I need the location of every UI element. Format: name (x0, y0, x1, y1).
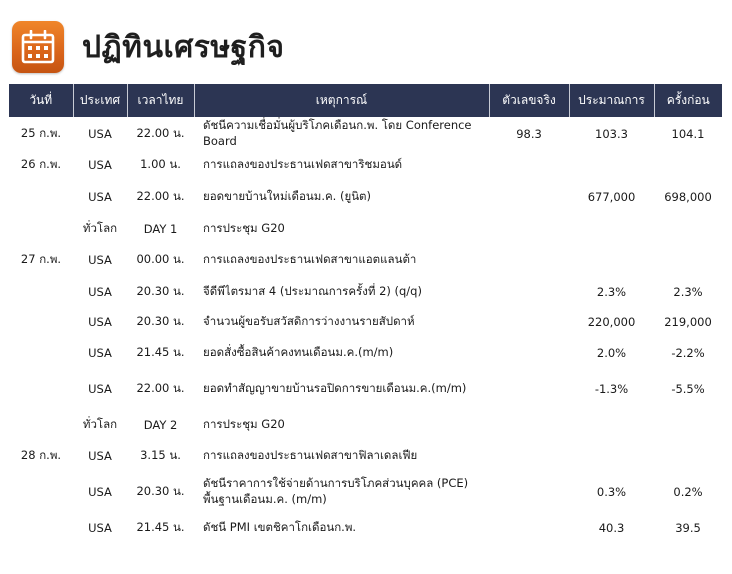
cell-country: ทั่วโลก (82, 221, 118, 235)
page-header (12, 18, 284, 76)
cell-event: ดัชนี PMI เขตชิคาโกเดือนก.พ. (203, 520, 357, 535)
cell-previous (654, 410, 722, 440)
cell-actual (489, 276, 569, 307)
cell-actual (489, 180, 569, 214)
cell-actual (489, 214, 569, 244)
cell-date (9, 307, 73, 337)
calendar-icon (12, 21, 64, 73)
cell-previous (654, 150, 722, 180)
table-row (9, 307, 722, 337)
cell-time: 20.30 น. (136, 314, 185, 328)
cell-actual (489, 472, 569, 512)
cell-time: 21.45 น. (136, 520, 185, 534)
cell-country: USA (88, 485, 112, 499)
cell-previous (654, 214, 722, 244)
cell-time: 22.00 น. (136, 381, 185, 395)
cell-event: การประชุม G20 (203, 417, 285, 432)
cell-country: USA (88, 382, 112, 396)
cell-forecast (569, 214, 654, 244)
column-header-forecast: ประมาณการ (569, 84, 654, 117)
cell-previous: 104.1 (671, 126, 705, 141)
cell-time: 22.00 น. (136, 189, 185, 203)
cell-event: การประชุม G20 (203, 221, 285, 236)
cell-actual (489, 368, 569, 410)
cell-country: USA (88, 449, 112, 463)
cell-country: USA (88, 190, 112, 204)
cell-event: จีดีพีไตรมาส 4 (ประมาณการครั้งที่ 2) (q/q) (203, 283, 422, 298)
cell-forecast (569, 150, 654, 180)
cell-forecast (569, 410, 654, 440)
cell-time: 20.30 น. (136, 484, 185, 498)
table-row (9, 472, 722, 512)
cell-country: USA (88, 521, 112, 535)
column-header-event: เหตุการณ์ (194, 84, 489, 117)
cell-time: 21.45 น. (136, 344, 185, 359)
cell-date: 25 ก.พ. (20, 125, 62, 140)
cell-time: 1.00 น. (140, 157, 181, 171)
economic-calendar-table (9, 84, 722, 544)
cell-date (9, 410, 73, 440)
cell-previous: 0.2% (673, 485, 703, 499)
cell-date (9, 180, 73, 214)
cell-event: ดัชนีความเชื่อมั่นผู้บริโภคเดือนก.พ. โดย Conference Board (203, 117, 472, 148)
cell-date: 28 ก.พ. (20, 448, 62, 462)
table-row (9, 214, 722, 244)
cell-event: การแถลงของประธานเฟดสาขาแอตแลนต้า (203, 252, 417, 267)
cell-date (9, 512, 73, 544)
cell-actual (489, 440, 569, 472)
cell-actual (489, 244, 569, 276)
column-header-previous: ครั้งก่อน (666, 93, 710, 107)
cell-forecast (569, 244, 654, 276)
cell-date: 27 ก.พ. (20, 252, 62, 266)
cell-country: USA (88, 158, 112, 172)
cell-forecast: 0.3% (596, 485, 627, 499)
cell-time: 20.30 น. (136, 283, 185, 298)
cell-country: USA (88, 345, 112, 360)
cell-time: DAY 2 (143, 418, 178, 432)
cell-previous (654, 244, 722, 276)
cell-event: จำนวนผู้ขอรับสวัสดิการว่างงานรายสัปดาห์ (203, 314, 415, 329)
cell-event: ยอดทำสัญญาขายบ้านรอปิดการขายเดือนม.ค.(m/m) (203, 381, 467, 396)
cell-country: USA (88, 126, 112, 141)
cell-country: USA (88, 315, 112, 329)
cell-time: DAY 1 (143, 222, 178, 236)
cell-forecast: 2.3% (596, 284, 627, 299)
cell-forecast: 40.3 (598, 521, 625, 535)
table-row (9, 150, 722, 180)
table-row (9, 368, 722, 410)
cell-forecast: -1.3% (594, 382, 629, 396)
cell-country: ทั่วโลก (82, 417, 118, 431)
cell-country: USA (88, 284, 112, 299)
table-row (9, 512, 722, 544)
cell-date (9, 337, 73, 368)
cell-previous: 39.5 (675, 521, 701, 535)
cell-forecast (569, 440, 654, 472)
cell-country: USA (88, 253, 112, 267)
table-row (9, 410, 722, 440)
cell-date (9, 214, 73, 244)
table-row (9, 337, 722, 368)
cell-previous: 698,000 (664, 190, 712, 204)
column-header-time: เวลาไทย (127, 84, 194, 117)
cell-forecast: 2.0% (596, 345, 627, 360)
cell-previous (654, 440, 722, 472)
cell-previous: 2.3% (673, 284, 703, 299)
table-row (9, 276, 722, 307)
cell-previous: -2.2% (671, 345, 705, 360)
cell-event: ยอดขายบ้านใหม่เดือนม.ค. (ยูนิต) (203, 189, 372, 204)
cell-actual (489, 307, 569, 337)
cell-actual (489, 512, 569, 544)
cell-forecast: 677,000 (587, 190, 636, 204)
cell-date: 26 ก.พ. (20, 157, 62, 171)
column-header-date: วันที่ (9, 84, 73, 117)
cell-event: การแถลงของประธานเฟดสาขาฟิลาเดลเฟีย (203, 448, 418, 463)
table-row (9, 117, 722, 150)
cell-time: 22.00 น. (136, 125, 185, 140)
cell-time: 3.15 น. (140, 448, 181, 462)
table-row (9, 440, 722, 472)
cell-date (9, 368, 73, 410)
table-header-row (9, 84, 722, 117)
cell-previous: -5.5% (671, 382, 705, 396)
table-row (9, 244, 722, 276)
cell-actual (489, 150, 569, 180)
cell-actual (489, 337, 569, 368)
cell-actual: 98.3 (516, 126, 542, 141)
cell-event: ยอดสั่งซื้อสินค้าคงทนเดือนม.ค.(m/m) (203, 344, 394, 359)
cell-actual (489, 410, 569, 440)
column-header-actual: ตัวเลขจริง (489, 84, 569, 117)
cell-forecast: 220,000 (587, 315, 636, 329)
cell-previous: 219,000 (664, 315, 712, 329)
cell-forecast: 103.3 (595, 126, 628, 141)
column-header-country: ประเทศ (73, 84, 127, 117)
cell-event: ดัชนีราคาการใช้จ่ายด้านการบริโภคส่วนบุคคล (PCE) พื้นฐานเดือนม.ค. (m/m) (203, 476, 469, 506)
cell-date (9, 276, 73, 307)
page-title: ปฏิทินเศรษฐกิจ (82, 29, 285, 65)
cell-date (9, 472, 73, 512)
cell-time: 00.00 น. (136, 252, 185, 266)
cell-event: การแถลงของประธานเฟดสาขาริชมอนด์ (203, 157, 403, 172)
table-row (9, 180, 722, 214)
